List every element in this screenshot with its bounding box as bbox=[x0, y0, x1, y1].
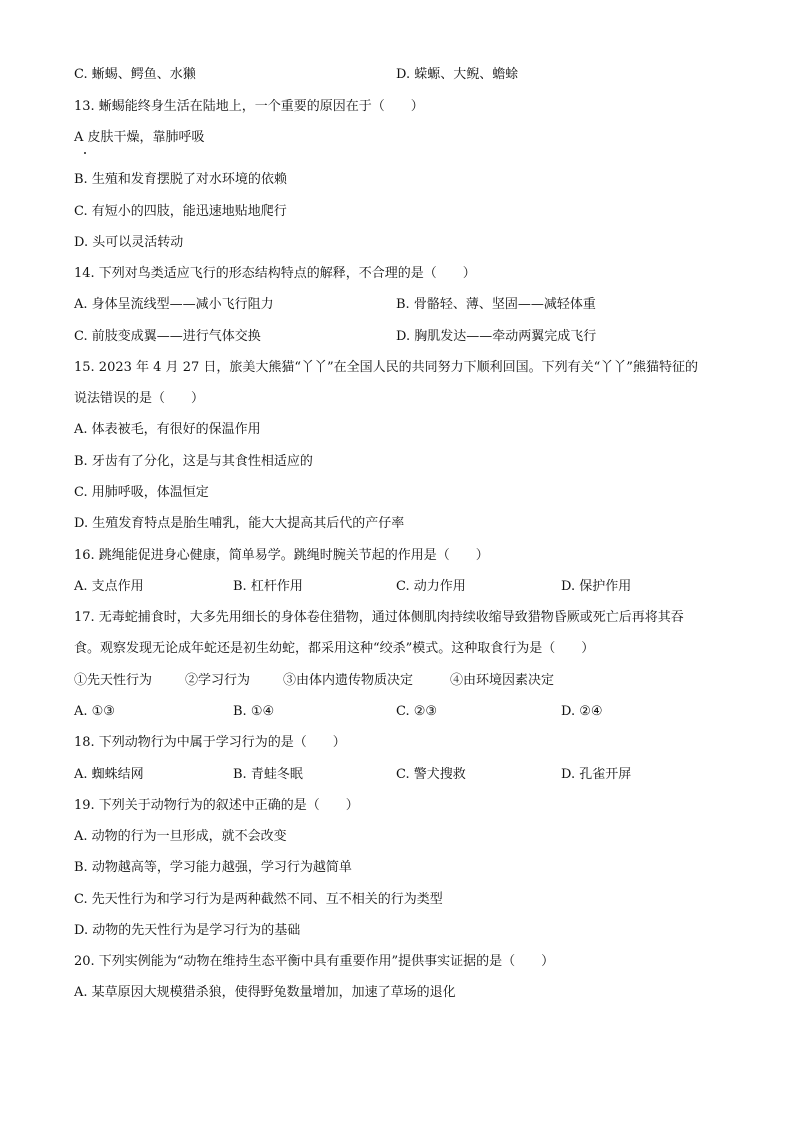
option-1: A. 身体呈流线型——减小飞行阻力 bbox=[74, 297, 274, 312]
option-2: B. 青蛙冬眠 bbox=[233, 767, 303, 782]
text-line: C. 用肺呼吸，体温恒定 bbox=[74, 485, 209, 500]
option-1: A. 支点作用 bbox=[74, 579, 144, 594]
text-line: A. 动物的行为一旦形成，就不会改变 bbox=[74, 829, 287, 844]
option-3: C. 警犬搜救 bbox=[396, 767, 466, 782]
option-1: A. 蜘蛛结网 bbox=[74, 767, 144, 782]
text-line: D. 头可以灵活转动 bbox=[74, 235, 184, 250]
option-2: D. 蝾螈、大鲵、蟾蜍 bbox=[396, 67, 519, 82]
question-stem: 14. 下列对鸟类适应飞行的形态结构特点的解释，不合理的是（ ） bbox=[74, 266, 476, 281]
question-stem: 15. 2023 年 4 月 27 日，旅美大熊猫“丫丫”在全国人民的共同努力下顺利回国。下列有关“丫丫”熊猫特征的 bbox=[74, 360, 698, 375]
question-stem: 13. 蜥蜴能终身生活在陆地上，一个重要的原因在于（ ） bbox=[74, 99, 424, 114]
text-line: B. 动物越高等，学习能力越强，学习行为越简单 bbox=[74, 860, 352, 875]
text-line: D. 生殖发育特点是胎生哺乳，能大大提高其后代的产仔率 bbox=[74, 516, 405, 531]
question-stem: 19. 下列关于动物行为的叙述中正确的是（ ） bbox=[74, 798, 359, 813]
option-2: B. 骨骼轻、薄、坚固——减轻体重 bbox=[396, 297, 596, 312]
question-stem: 16. 跳绳能促进身心健康，简单易学。跳绳时腕关节起的作用是（ ） bbox=[74, 548, 489, 563]
option-2: B. ①④ bbox=[233, 704, 275, 719]
option-3: ③由体内遗传物质决定 bbox=[283, 673, 414, 688]
text-line: B. 牙齿有了分化，这是与其食性相适应的 bbox=[74, 454, 313, 469]
text-line: A. 体表被毛，有很好的保温作用 bbox=[74, 422, 261, 437]
option-3: C. 动力作用 bbox=[396, 579, 466, 594]
option-2: D. 胸肌发达——牵动两翼完成飞行 bbox=[396, 329, 597, 344]
option-2: ②学习行为 bbox=[185, 673, 251, 688]
option-4: ④由环境因素决定 bbox=[450, 673, 555, 688]
text-line: D. 动物的先天性行为是学习行为的基础 bbox=[74, 923, 301, 938]
option-1: C. 蜥蜴、鳄鱼、水獭 bbox=[74, 67, 196, 82]
question-stem: 18. 下列动物行为中属于学习行为的是（ ） bbox=[74, 735, 346, 750]
option-2: B. 杠杆作用 bbox=[233, 579, 303, 594]
stray-dot bbox=[84, 152, 86, 154]
text-line: C. 先天性行为和学习行为是两种截然不同、互不相关的行为类型 bbox=[74, 892, 443, 907]
option-1: A. ①③ bbox=[74, 704, 115, 719]
text-line: C. 有短小的四肢，能迅速地贴地爬行 bbox=[74, 204, 287, 219]
question-stem: 20. 下列实例能为“动物在维持生态平衡中具有重要作用”提供事实证据的是（ ） bbox=[74, 954, 555, 969]
text-line: 说法错误的是（ ） bbox=[74, 391, 205, 406]
option-4: D. 保护作用 bbox=[561, 579, 632, 594]
text-line: B. 生殖和发育摆脱了对水环境的依赖 bbox=[74, 172, 287, 187]
question-stem: 17. 无毒蛇捕食时，大多先用细长的身体卷住猎物，通过体侧肌肉持续收缩导致猎物昏厥或死亡后再将其吞 bbox=[74, 610, 684, 625]
option-4: D. ②④ bbox=[561, 704, 603, 719]
option-3: C. ②③ bbox=[396, 704, 438, 719]
text-line: 食。观察发现无论成年蛇还是初生幼蛇，都采用这种“绞杀”模式。这种取食行为是（ ） bbox=[74, 641, 595, 656]
option-4: D. 孔雀开屏 bbox=[561, 767, 632, 782]
option-1: ①先天性行为 bbox=[74, 673, 153, 688]
text-line: A 皮肤干燥，靠肺呼吸 bbox=[74, 130, 205, 145]
option-1: C. 前肢变成翼——进行气体交换 bbox=[74, 329, 261, 344]
text-line: A. 某草原因大规模猎杀狼，使得野兔数量增加，加速了草场的退化 bbox=[74, 985, 456, 1000]
